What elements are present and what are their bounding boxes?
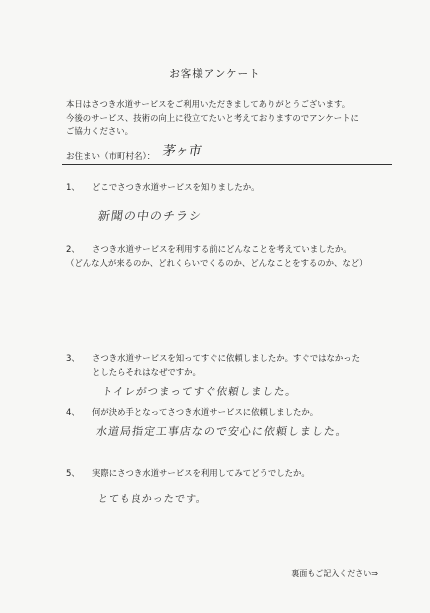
address-underline (62, 164, 392, 165)
question-line: さつき水道サービスを利用する前にどんなことを考えていましたか。 (92, 244, 352, 254)
question-line: 実際にさつき水道サービスを利用してみてどうでしたか。 (92, 468, 310, 478)
address-answer: 茅ヶ市 (161, 144, 203, 159)
intro-line: 本日はさつき水道サービスをご利用いただきましてありがとうございます。 (66, 99, 351, 109)
question-4-text (92, 406, 318, 420)
question-1-answer: 新聞の中のチラシ (96, 209, 203, 223)
question-line: どこでさつき水道サービスを知りましたか。 (92, 182, 260, 192)
intro-text (66, 98, 386, 139)
intro-line: ご協力ください。 (66, 126, 133, 136)
question-5-text (92, 467, 310, 481)
question-line: 何が決め手となってさつき水道サービスに依頼しましたか。 (92, 407, 319, 417)
question-1-text (92, 181, 260, 195)
question-1-number: 1、 (66, 183, 80, 193)
intro-line: 今後のサービス、技術の向上に役立てたいと考えておりますのでアンケートに (66, 112, 359, 123)
question-4-answer: 水道局指定工事店なので安心に依頼しました。 (95, 425, 349, 438)
question-5-number: 5、 (66, 469, 80, 479)
question-3-number: 3、 (66, 354, 80, 364)
footer-note: 裏面もご記入ください⇒ (291, 569, 378, 578)
question-2-text (66, 243, 368, 270)
question-3-text (92, 352, 360, 379)
address-label: お住まい（市町村名）： (66, 152, 156, 162)
question-4-number: 4、 (66, 408, 80, 418)
page-title: お客様アンケート (169, 68, 261, 80)
question-2-number: 2、 (66, 245, 80, 255)
question-5-answer: とても良かったです。 (96, 494, 208, 505)
question-line: としたらそれはなぜですか。 (92, 366, 201, 377)
question-line: （どんな人が来るのか、どれくらいでくるのか、どんなことをするのか、など） (66, 257, 368, 268)
question-line: さつき水道サービスを知ってすぐに依頼しましたか。すぐではなかった (92, 353, 360, 363)
question-3-answer: トイレがつまってすぐ依頼しました。 (101, 386, 298, 398)
